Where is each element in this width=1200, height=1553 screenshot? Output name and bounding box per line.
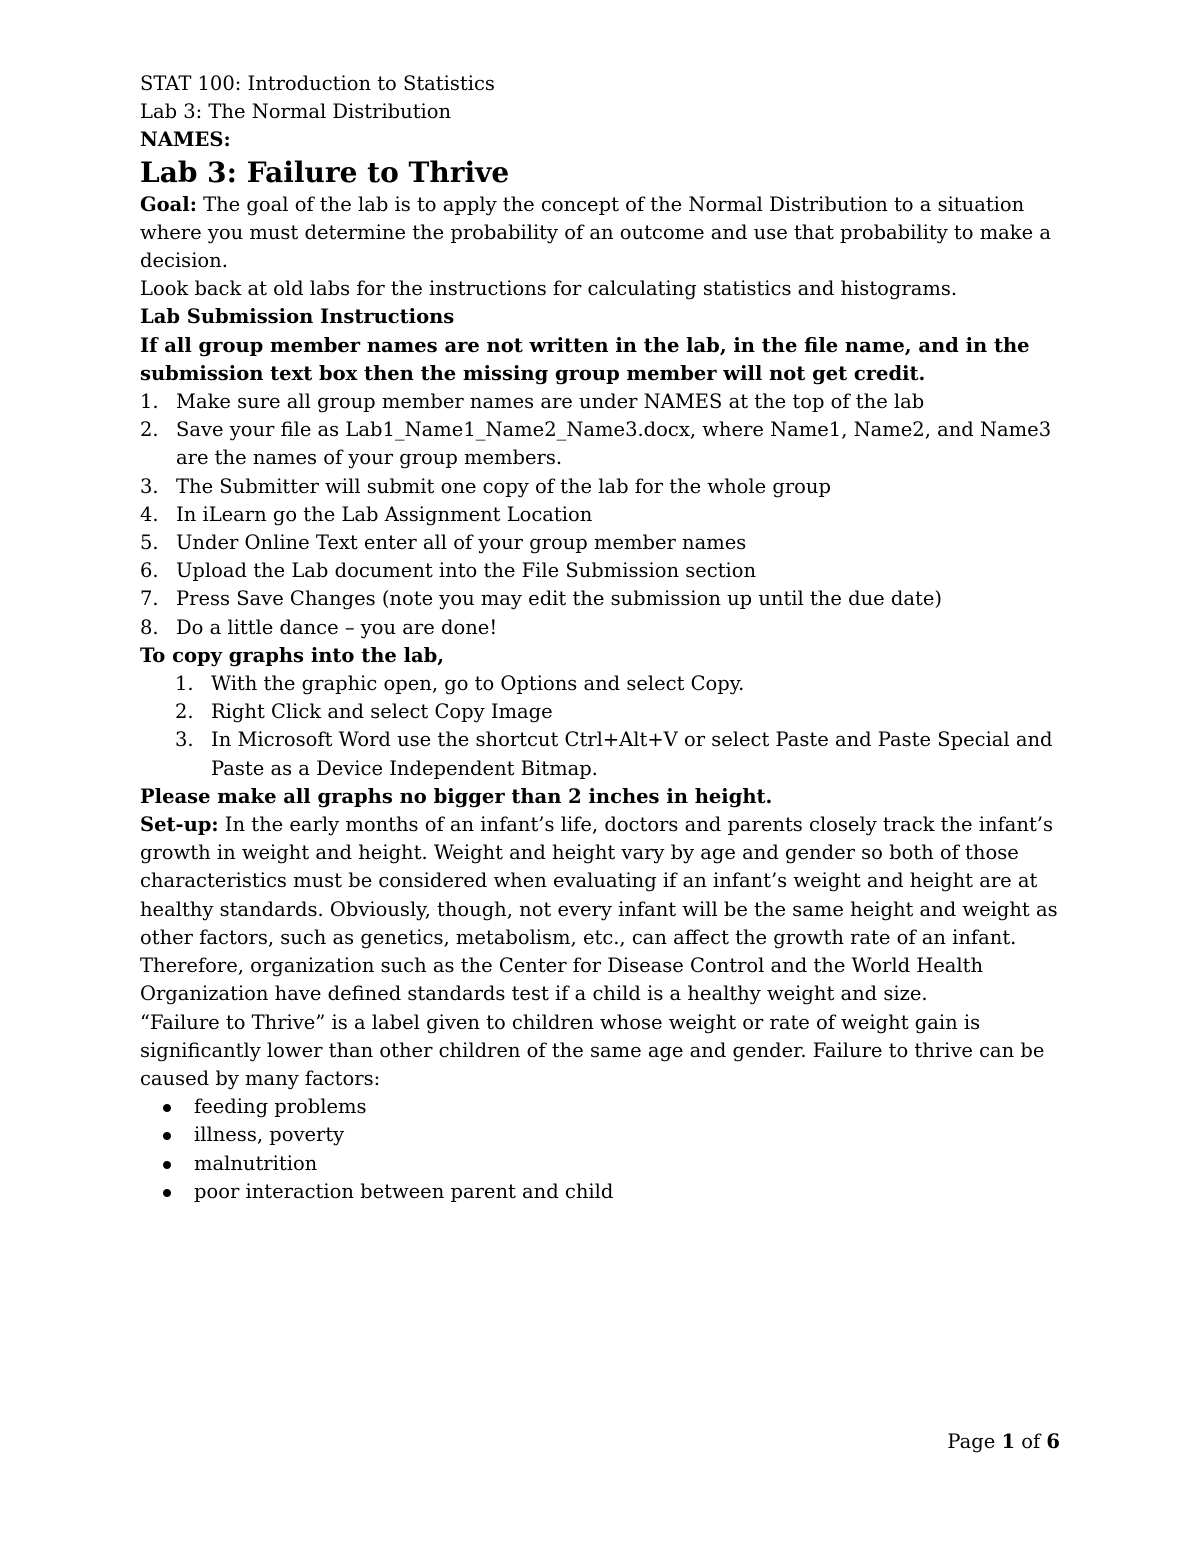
list-number: 1. xyxy=(140,390,159,414)
ftt-paragraph: “Failure to Thrive” is a label given to children whose weight or rate of weight gain is significantly lower than other children of the same age and gender. Failure to thrive can be caused by many factors: xyxy=(140,1010,1045,1090)
page-word: Page xyxy=(947,1430,1002,1453)
submission-steps xyxy=(140,388,1070,642)
list-text: In iLearn go the Lab Assignment Location xyxy=(176,502,593,526)
bullet-icon xyxy=(163,1104,171,1112)
list-number: 5. xyxy=(140,531,159,555)
page-footer xyxy=(947,1428,1060,1456)
list-text: The Submitter will submit one copy of the lab for the whole group xyxy=(176,474,831,498)
list-text: In Microsoft Word use the shortcut Ctrl+Alt+V or select Paste and Paste Special and Paste as a Device Independent Bitmap. xyxy=(211,728,1053,780)
list-item xyxy=(140,416,1070,472)
look-back-paragraph: Look back at old labs for the instructions for calculating statistics and histograms. xyxy=(140,277,958,301)
list-item xyxy=(140,388,1070,416)
list-item xyxy=(140,501,1070,529)
list-number: 8. xyxy=(140,615,159,639)
list-text: malnutrition xyxy=(194,1151,318,1175)
goal-text: The goal of the lab is to apply the concept of the Normal Distribution to a situation where you must determine the probability of an outcome and use that probability to make a decision. xyxy=(140,192,1051,273)
list-number: 4. xyxy=(140,502,159,526)
causes-list xyxy=(140,1093,1070,1206)
list-item xyxy=(140,557,1070,585)
submission-warning: If all group member names are not written in the lab, in the file name, and in the submission text box then the missing group member will not get credit. xyxy=(140,333,1030,385)
list-item xyxy=(140,1093,1070,1121)
bullet-icon xyxy=(163,1132,171,1140)
graph-size-note: Please make all graphs no bigger than 2 inches in height. xyxy=(140,784,773,808)
setup-text: In the early months of an infant’s life, doctors and parents closely track the infant’s growth in weight and height. Weight and height vary by age and gender so both of those characteristics must be considered when evaluating if an infant’s weight and height are at healthy standards. Obviously, though, not every infant will be the same height and weight as other factors, such as genetics, metabolism, etc., can affect the growth rate of an infant. Therefore, organization such as the Center for Disease Control and the World Health Organization have defined standards test if a child is a healthy weight and size. xyxy=(140,813,1058,1006)
page-total: 6 xyxy=(1046,1430,1060,1453)
list-number: 2. xyxy=(175,700,194,724)
list-item xyxy=(140,670,1070,698)
names-label: NAMES: xyxy=(140,128,231,152)
list-text: Press Save Changes (note you may edit the submission up until the due date) xyxy=(176,587,942,611)
list-text: poor interaction between parent and child xyxy=(194,1179,614,1203)
lab-title: Lab 3: Failure to Thrive xyxy=(140,155,510,189)
list-item xyxy=(140,698,1070,726)
course-line: STAT 100: Introduction to Statistics xyxy=(140,72,495,95)
list-text: Do a little dance – you are done! xyxy=(176,615,498,639)
copy-graphs-steps xyxy=(140,670,1070,783)
list-number: 3. xyxy=(140,474,159,498)
bullet-icon xyxy=(163,1189,171,1197)
list-text: illness, poverty xyxy=(194,1123,345,1147)
list-text: Upload the Lab document into the File Submission section xyxy=(176,559,757,583)
list-text: Save your file as Lab1_Name1_Name2_Name3.docx, where Name1, Name2, and Name3 are the names of your group members. xyxy=(176,418,1052,470)
list-text: Right Click and select Copy Image xyxy=(211,700,553,724)
list-text: Under Online Text enter all of your group member names xyxy=(176,531,747,555)
list-text: Make sure all group member names are under NAMES at the top of the lab xyxy=(176,390,925,414)
list-number: 1. xyxy=(175,672,194,696)
goal-paragraph xyxy=(140,191,1070,276)
list-item xyxy=(140,1121,1070,1149)
list-number: 7. xyxy=(140,587,159,611)
list-item xyxy=(140,726,1070,782)
document-body xyxy=(140,70,1070,1206)
list-item xyxy=(140,473,1070,501)
goal-label: Goal: xyxy=(140,192,197,216)
list-text: feeding problems xyxy=(194,1095,367,1119)
setup-label: Set-up: xyxy=(140,813,219,837)
bullet-icon xyxy=(163,1161,171,1169)
setup-paragraph xyxy=(140,811,1070,1008)
of-word: of xyxy=(1015,1430,1047,1453)
submission-heading: Lab Submission Instructions xyxy=(140,305,455,329)
page-number: 1 xyxy=(1001,1430,1016,1453)
copy-graphs-heading: To copy graphs into the lab, xyxy=(140,643,445,667)
list-item xyxy=(140,585,1070,613)
list-item xyxy=(140,614,1070,642)
list-item xyxy=(140,529,1070,557)
list-number: 3. xyxy=(175,728,194,752)
list-item xyxy=(140,1150,1070,1178)
list-item xyxy=(140,1178,1070,1206)
list-number: 2. xyxy=(140,418,159,442)
lab-line: Lab 3: The Normal Distribution xyxy=(140,100,452,124)
list-text: With the graphic open, go to Options and select Copy. xyxy=(211,672,745,696)
list-number: 6. xyxy=(140,559,159,583)
